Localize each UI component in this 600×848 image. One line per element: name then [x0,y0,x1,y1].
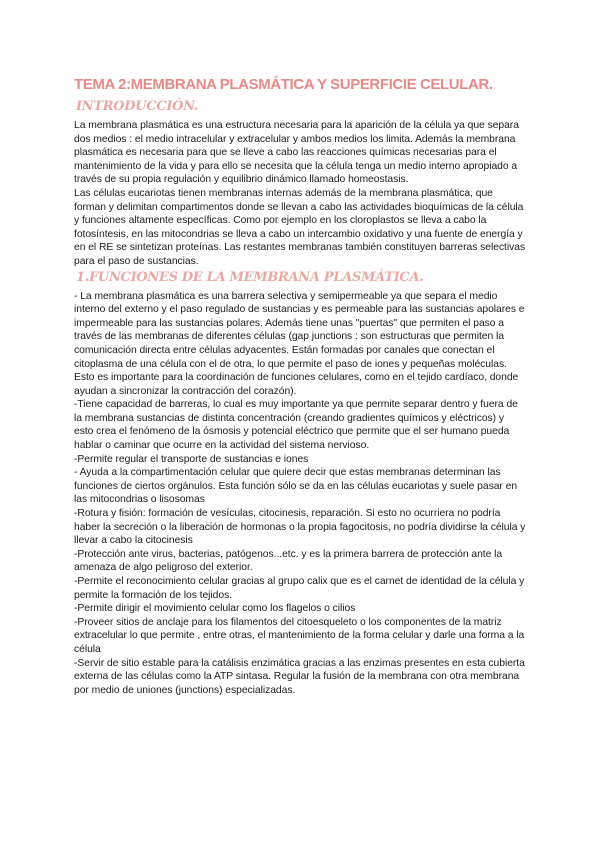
function-item: -Rotura y fisión: formación de vesículas, citocinesis, reparación. Si esto no ocurriera no podría haber la secreción o la liberación de hormonas o la propia fagocitosis, no podría dividirse la célula y llevar a cabo la citocinesis [74,508,526,547]
function-item: -Permite regular el transporte de sustancias e iones [74,453,309,465]
functions-list [74,290,526,698]
intro-paragraph-2: Las células eucariotas tienen membranas internas además de la membrana plasmática, que forman y delimitan compartimentos donde se llevan a cabo las actividades bioquímicas de la célula y funciones altamente específicas. Como por ejemplo en los cloroplastos se lleva a cabo la fotosíntesis, en las mitocondrias se lleva a cabo un intercambio oxidativo y una fuente de energía y en el RE se sintetizan proteínas. Las restantes membranas también constituyen barreras selectivas para el paso de sustancias. [74,187,526,267]
document-title: TEMA 2:MEMBRANA PLASMÁTICA Y SUPERFICIE CELULAR. [74,76,493,93]
function-item: - Ayuda a la compartimentación celular que quiere decir que estas membranas determinan las funciones de ciertos orgánulos. Esta función sólo se da en las células eucariotas y suele pasar en las mitocondrias o lisosomas [74,467,518,506]
intro-heading: INTRODUCCIÓN. [76,99,199,114]
function-item: - La membrana plasmática es una barrera selectiva y semipermeable ya que separa el medio interno del externo y el paso regulado de sustancias y es permeable para las sustancias apolares e impermeable para las sustancias polares. Además tiene unas "puertas" que permiten el paso a través de las membranas de diferentes células (gap junctions : son estructuras que permiten la comunicación directa entre células adyacentes. Están formadas por canales que conectan el citoplasma de una célula con el de otra, lo que permite el paso de iones y pequeñas moléculas. Esto es importante para la coordinación de funciones celulares, como en el tejido cardíaco, donde ayudan a sincronizar la contracción del corazón). [74,290,525,397]
function-item: -Permite el reconocimiento celular gracias al grupo calix que es el carnet de identidad de la célula y permite la formación de los tejidos. [74,576,525,601]
functions-heading: 1.FUNCIONES DE LA MEMBRANA PLASMÁTICA. [76,269,424,285]
function-item: -Protección ante virus, bacterias, patógenos...etc. y es la primera barrera de protección ante la amenaza de algo peligroso del exterior. [74,548,503,574]
function-item: -Permite dirigir el movimiento celular como los flagelos o cilios [74,603,356,615]
function-item: -Tiene capacidad de barreras, lo cual es muy importante ya que permite separar dentro y fuera de la membrana sustancias de distinta concentración (creando gradientes químicos y eléctricos) y esto crea el fenómeno de la ósmosis y potencial eléctrico que permite que el ser humano pueda hablar o caminar que ocurre en la actividad del sistema nervioso. [74,399,518,452]
intro-paragraph-1: La membrana plasmática es una estructura necesaria para la aparición de la célula ya que separa dos medios : el medio intracelular y extracelular y ambos medios los limita. Además la membrana plasmática es necesaria para que se lleve a cabo las reacciones químicas necesarias para el mantenimiento de la vida y para ello se necesita que la célula tenga un medio interno apropiado a través de su propia regulación y equilibrio dinámico llamado homeostasis. [74,120,519,186]
function-item: -Proveer sitios de anclaje para los filamentos del citoesqueleto o los componentes de la matriz extracelular lo que permite , entre otras, el mantenimiento de la forma celular y darle una forma a la célula [74,616,525,655]
function-item: -Servir de sitio estable para la catálisis enzimática gracias a las enzimas presentes en esta cubierta externa de las células como la ATP sintasa. Regular la fusión de la membrana con otra membrana por medio de uniones (junctions) especializadas. [74,657,525,696]
